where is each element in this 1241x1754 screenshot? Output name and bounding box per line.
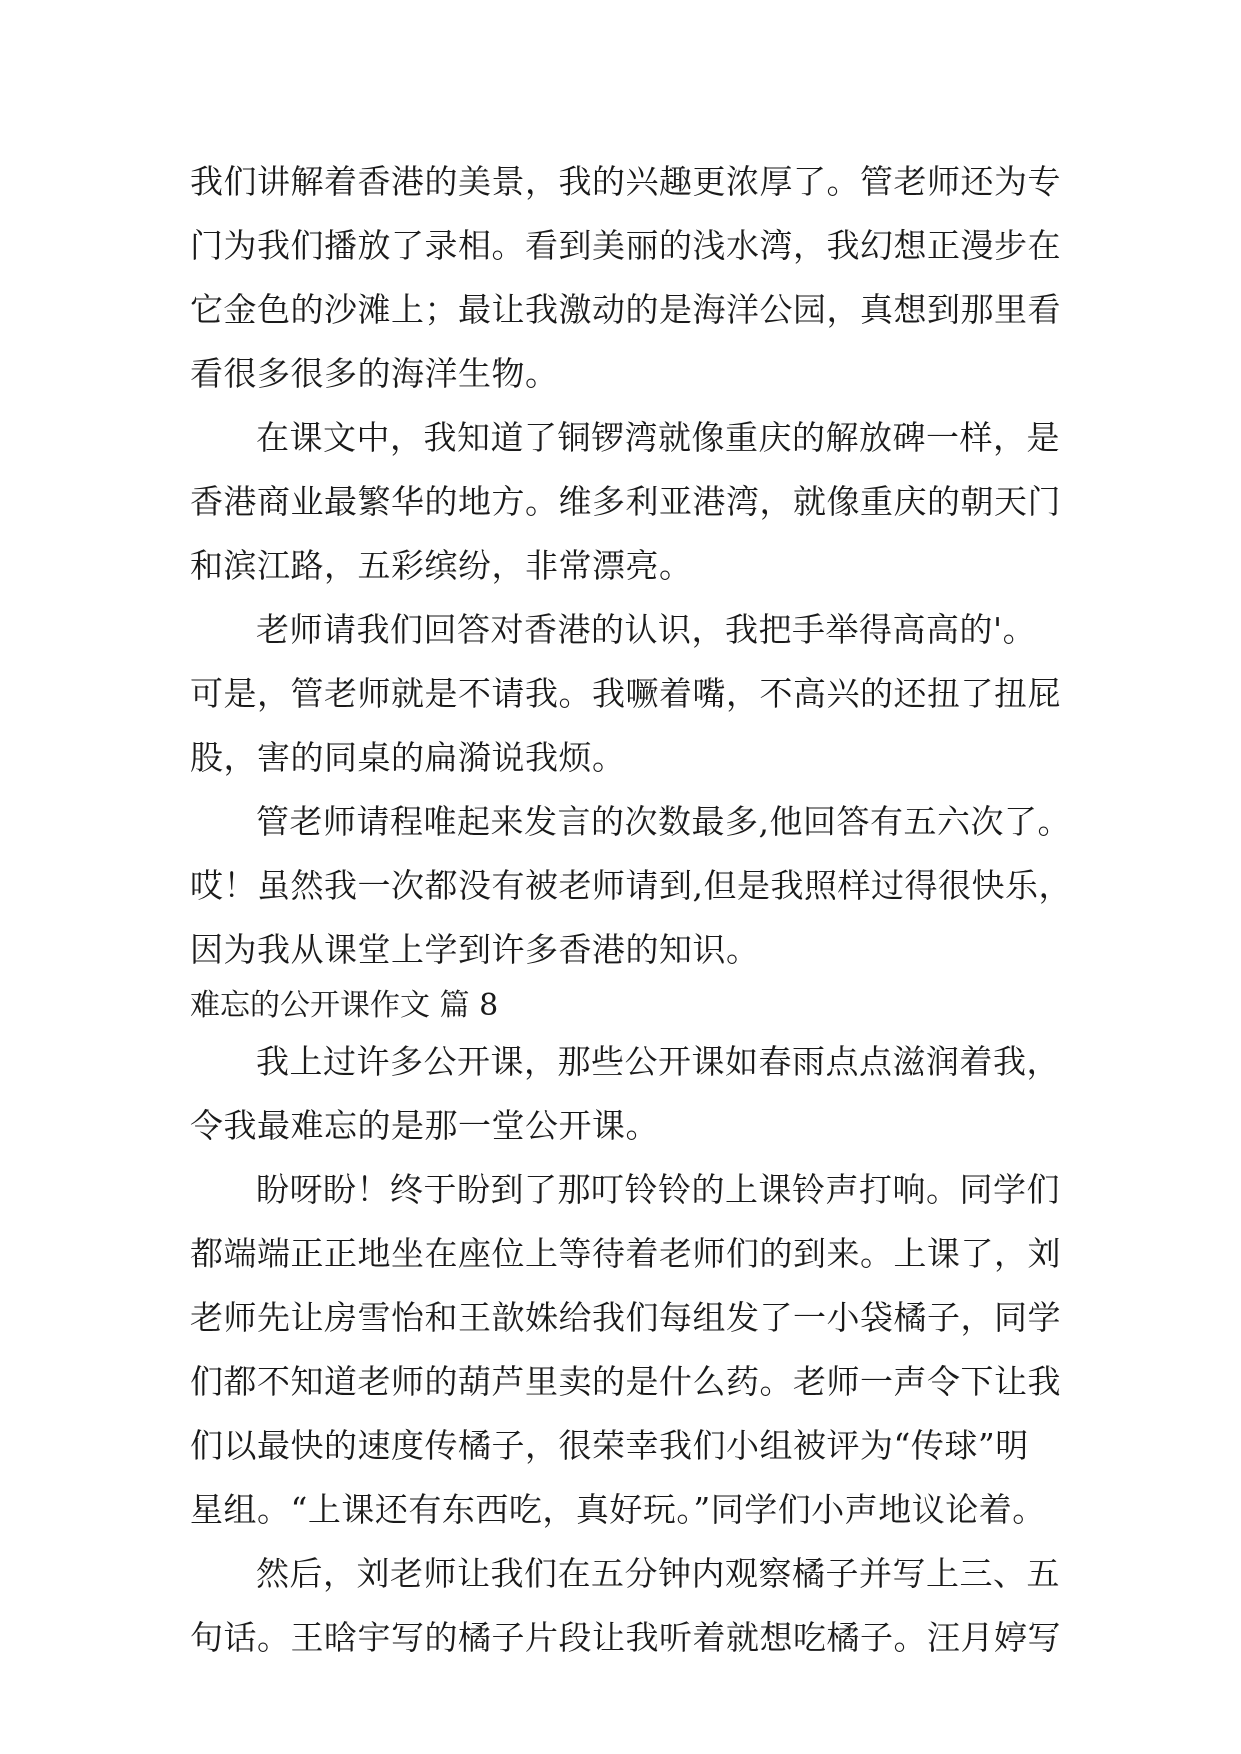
text-line: 句话。王晗宇写的橘子片段让我听着就想吃橘子。汪月婷写 [190, 1618, 1061, 1657]
text-line: 都端端正正地坐在座位上等待着老师们的到来。上课了，刘 [190, 1234, 1061, 1273]
text-line: 因为我从课堂上学到许多香港的知识。 [190, 930, 760, 969]
text-line: 盼呀盼！终于盼到了那叮铃铃的上课铃声打响。同学们 [256, 1170, 1060, 1209]
text-line: 看很多很多的海洋生物。 [190, 354, 559, 393]
text-line: 然后，刘老师让我们在五分钟内观察橘子并写上三、五 [256, 1554, 1060, 1593]
text-line: 可是，管老师就是不请我。我噘着嘴，不高兴的还扭了扭屁 [190, 674, 1061, 713]
text-line: 我们讲解着香港的美景，我的兴趣更浓厚了。管老师还为专 [190, 162, 1061, 201]
text-line: 和滨江路，五彩缤纷，非常漂亮。 [190, 546, 693, 585]
text-line: 们都不知道老师的葫芦里卖的是什么药。老师一声令下让我 [190, 1362, 1061, 1401]
text-line: 哎！虽然我一次都没有被老师请到,但是我照样过得很快乐， [190, 866, 1072, 905]
text-line: 门为我们播放了录相。看到美丽的浅水湾，我幻想正漫步在 [190, 226, 1061, 265]
text-line: 在课文中，我知道了铜锣湾就像重庆的解放碑一样，是 [256, 418, 1060, 457]
document-body [190, 150, 1070, 1670]
text-line: 星组。“上课还有东西吃，真好玩。”同学们小声地议论着。 [190, 1490, 1046, 1529]
text-line: 股，害的同桌的扁漪说我烦。 [190, 738, 626, 777]
text-line: 它金色的沙滩上；最让我激动的是海洋公园，真想到那里看 [190, 290, 1061, 329]
text-line: 老师请我们回答对香港的认识，我把手举得高高的'。 [256, 610, 1037, 649]
text-line: 管老师请程唯起来发言的次数最多,他回答有五六次了。 [256, 802, 1071, 841]
text-line: 令我最难忘的是那一堂公开课。 [190, 1106, 659, 1145]
text-line: 我上过许多公开课，那些公开课如春雨点点滋润着我， [256, 1042, 1060, 1081]
text-line: 老师先让房雪怡和王歆姝给我们每组发了一小袋橘子，同学 [190, 1298, 1061, 1337]
section-heading: 难忘的公开课作文 篇 8 [190, 988, 499, 1023]
text-line: 们以最快的速度传橘子，很荣幸我们小组被评为“传球”明 [190, 1426, 1029, 1465]
text-line: 香港商业最繁华的地方。维多利亚港湾，就像重庆的朝天门 [190, 482, 1061, 521]
